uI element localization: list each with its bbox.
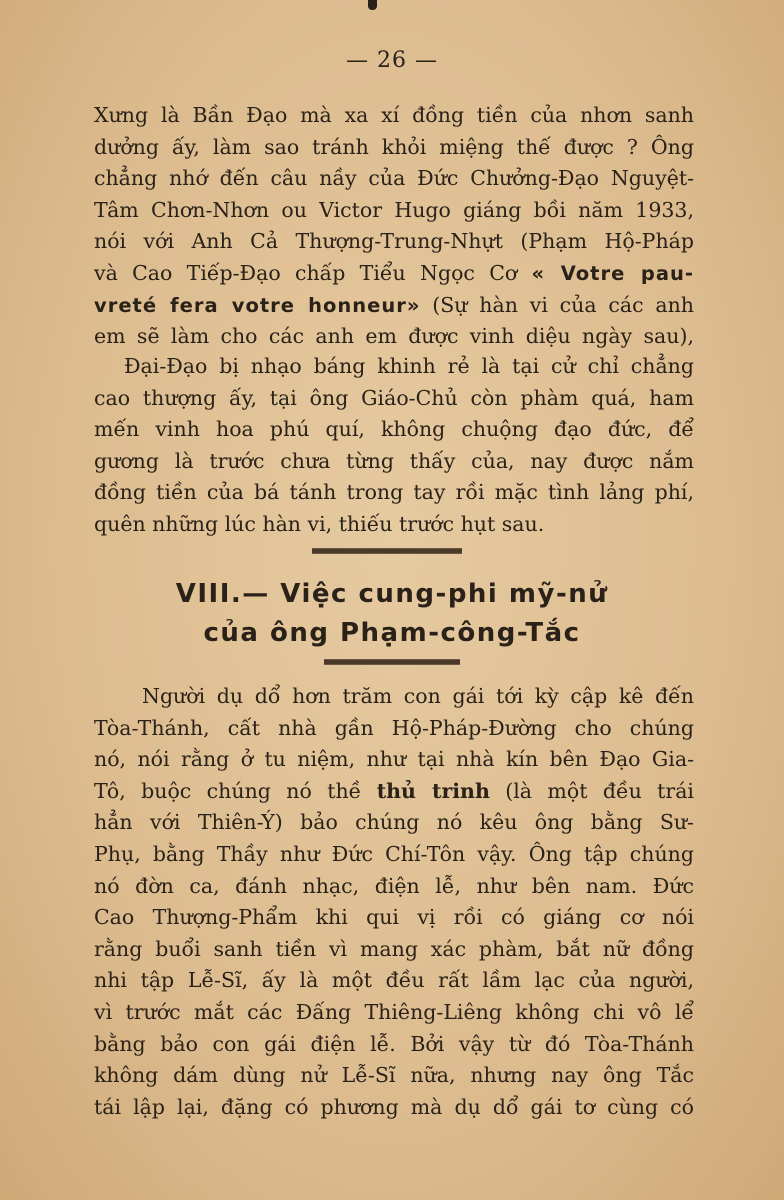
- text-line: cao thượng ấy, tại ông Giáo-Chủ còn phàm quá, ham: [94, 385, 694, 410]
- ink-mark: [368, 0, 377, 10]
- emphasis-text: thủ trinh: [376, 778, 490, 803]
- text-line: Tòa-Thánh, cất nhà gần Hộ-Pháp-Đường cho chúng: [94, 715, 694, 740]
- text-line: [94, 776, 694, 808]
- paragraph-2: [94, 351, 694, 541]
- text-line: Người dụ dổ hơn trăm con gái tới kỳ cập kê đến: [142, 684, 694, 708]
- text-segment: (Sự hàn vi của các anh: [420, 292, 694, 317]
- paragraph-3: [94, 681, 694, 1123]
- text-line: mến vinh hoa phú quí, không chuộng đạo đức, để: [94, 417, 694, 442]
- text-line: nó đờn ca, đánh nhạc, điện lễ, như bên nam. Đức: [94, 873, 694, 898]
- text-line: nói với Anh Cả Thượng-Trung-Nhựt (Phạm Hộ-Pháp: [94, 229, 694, 254]
- text-line: dưởng ấy, làm sao tránh khỏi miệng thế được ? Ông: [94, 134, 694, 159]
- text-line: Xưng là Bần Đạo mà xa xí đồng tiền của nhơn sanh: [94, 103, 694, 127]
- page-number: — 26 —: [346, 48, 438, 73]
- text-line: [94, 258, 694, 290]
- text-line: Đại-Đạo bị nhạo báng khinh rẻ là tại cử chỉ chẳng: [124, 354, 694, 378]
- text-line: nó, nói rằng ở tu niệm, như tại nhà kín bên Đạo Gia-: [94, 747, 694, 772]
- french-quote: vreté fera votre honneur»: [94, 293, 421, 317]
- text-line: không dám dùng nử Lễ-Sĩ nữa, nhưng nay ông Tắc: [94, 1063, 694, 1088]
- text-segment: (là một đều trái: [489, 778, 694, 803]
- text-line: Tâm Chơn-Nhơn ou Victor Hugo giáng bồi năm 1933,: [94, 197, 694, 222]
- text-line: Phụ, bằng Thầy như Đức Chí-Tôn vậy. Ông tập chúng: [94, 841, 694, 866]
- text-line: hẳn với Thiên-Ý) bảo chúng nó kêu ông bằng Sư-: [94, 810, 694, 835]
- french-quote: « Votre pau-: [531, 261, 694, 285]
- section-heading-line-2: của ông Phạm-công-Tắc: [203, 618, 581, 648]
- text-segment: và Cao Tiếp-Đạo chấp Tiểu Ngọc Cơ: [94, 260, 518, 285]
- text-line: nhi tập Lễ-Sĩ, ấy là một đều rất lầm lạc của người,: [94, 968, 694, 993]
- text-line: em sẽ làm cho các anh em được vinh diệu ngày sau),: [94, 324, 694, 349]
- text-line: chẳng nhớ đến câu nầy của Đức Chưởng-Đạo Nguyệt-: [94, 166, 694, 191]
- paragraph-1: [94, 100, 694, 353]
- text-line: đồng tiền của bá tánh trong tay rồi mặc tình lảng phí,: [94, 480, 694, 505]
- section-heading-line-1: VIII.— Việc cung-phi mỹ-nử: [175, 579, 609, 609]
- text-segment: Tô, buộc chúng nó thề: [94, 778, 362, 803]
- text-line: Cao Thượng-Phẩm khi qui vị rồi có giáng cơ nói: [94, 905, 694, 930]
- text-line: gương là trước chưa từng thấy của, nay được nắm: [94, 448, 694, 473]
- section-divider: [312, 548, 462, 554]
- text-line: rằng buổi sanh tiền vì mang xác phàm, bắt nữ đồng: [94, 936, 694, 961]
- text-line: vì trước mắt các Đấng Thiêng-Liêng không chi vô lể: [94, 999, 694, 1024]
- section-divider: [324, 659, 460, 665]
- text-line: quên những lúc hàn vi, thiếu trước hụt sau.: [94, 511, 545, 536]
- text-line: bằng bảo con gái điện lễ. Bởi vậy từ đó Tòa-Thánh: [94, 1031, 694, 1056]
- text-line: [94, 290, 694, 322]
- text-line: tái lập lại, đặng có phương mà dụ dổ gái tơ cùng có: [94, 1094, 694, 1119]
